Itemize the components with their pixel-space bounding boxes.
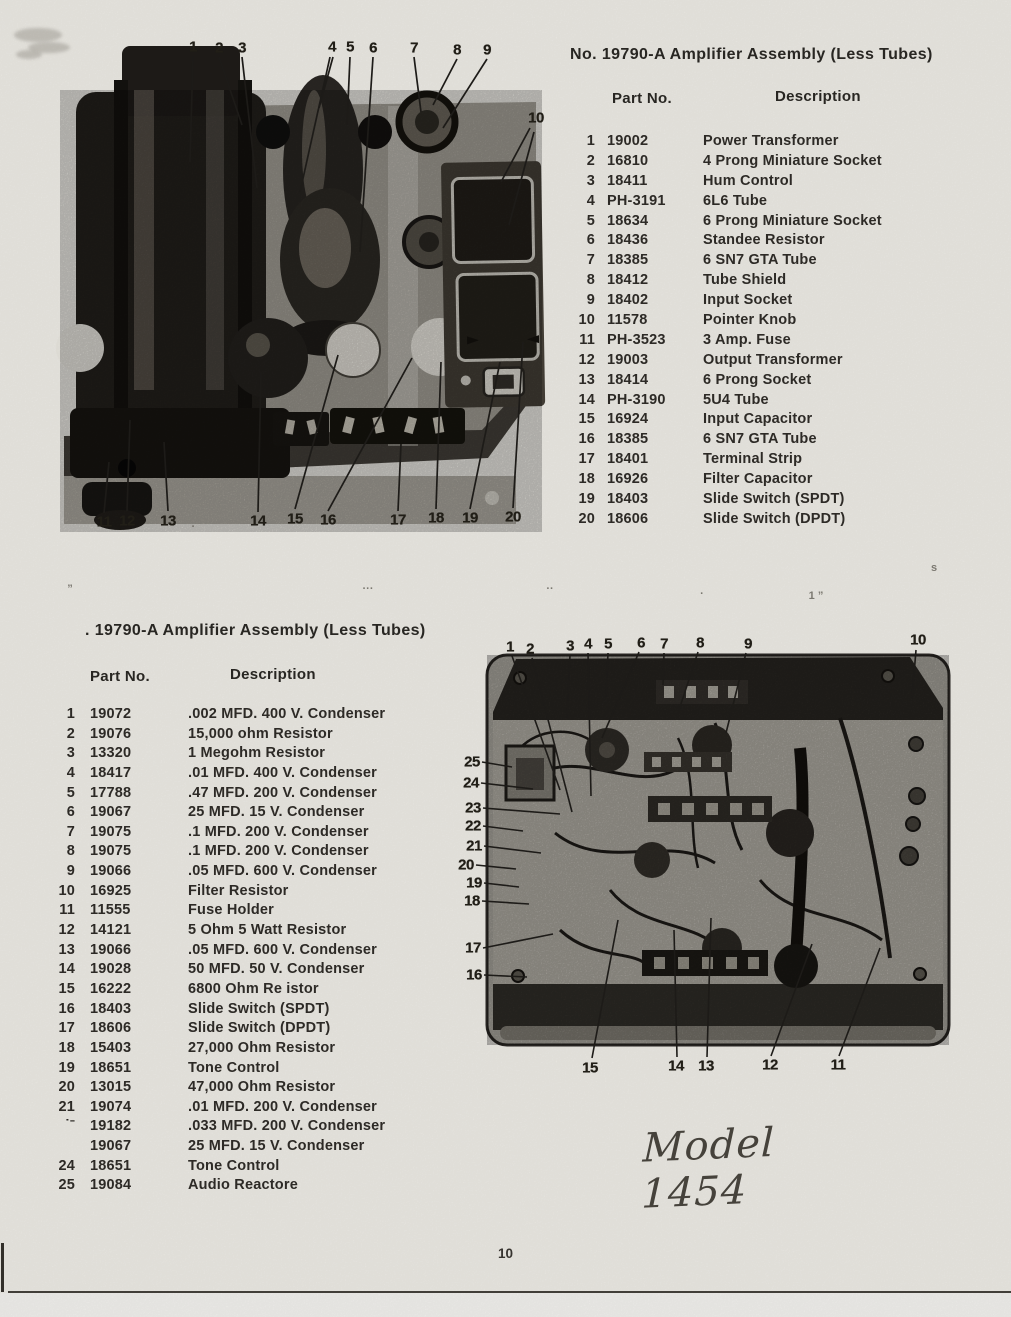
row-number: 7 [66,823,75,840]
table-row [570,332,1010,352]
table-row [40,902,480,922]
row-part-no: 18436 [607,232,649,249]
row-part-no: 11555 [90,902,131,919]
photo-callout-number: 3 [566,637,574,655]
column-header-part-no: Part No. [612,90,672,107]
table-row [570,372,1010,392]
row-description: 25 MFD. 15 V. Condenser [188,804,365,821]
photo-callout-number: 6 [637,634,645,652]
row-number: 6 [66,804,75,821]
row-part-no: 18606 [90,1020,132,1037]
row-number: 10 [578,312,595,329]
table-row [40,922,480,942]
row-description: 6 Prong Socket [703,371,812,388]
photo-callout-number: 10 [910,631,926,649]
row-description: 15,000 ohm Resistor [188,725,333,742]
photo-callout-number: 13 [698,1057,714,1075]
row-number: 2 [66,725,75,742]
row-description: Hum Control [703,172,793,189]
row-description: 47,000 Ohm Resistor [188,1079,336,1096]
row-number: 3 [66,745,75,762]
photo-callout-number: 8 [453,41,461,59]
row-description: .002 MFD. 400 V. Condenser [188,706,386,722]
row-description: Tone Control [188,1059,280,1076]
table-row [40,1099,480,1119]
row-part-no: 17788 [90,784,132,801]
table-row [570,292,1010,312]
row-number: 15 [578,411,595,428]
row-part-no: 19076 [90,725,132,742]
photo-callout-number: 19 [462,509,478,527]
parts-rows [40,706,480,1197]
photo-callout-number: 17 [390,511,406,529]
row-description: Filter Resistor [188,882,289,899]
photo-callout-number: 20 [505,508,521,526]
photo-callout-number: 4 [328,38,336,56]
row-description: 50 MFD. 50 V. Condenser [188,961,365,978]
photo-callout-number: 15 [582,1059,598,1077]
table-row [40,1158,480,1178]
row-description: .033 MFD. 200 V. Condenser [188,1118,386,1135]
row-part-no: 16222 [90,980,132,997]
photo-callout-number: 17 [465,939,481,957]
photo-callout-number: 7 [410,39,418,57]
table-row [40,1001,480,1021]
photo-callout-number: 24 [463,774,479,792]
table-row [570,173,1010,193]
row-part-no: 15403 [90,1039,132,1056]
row-number: 8 [66,843,75,860]
row-part-no: 18634 [607,212,649,229]
row-part-no: 19002 [607,133,649,149]
table-row [570,133,1010,153]
photo-callout-number: 14 [668,1057,684,1075]
photo-callout-number: 9 [483,41,491,59]
row-number: 1 [66,706,75,722]
photo-callout-number: 5 [346,38,354,56]
row-number: 6 [586,232,595,249]
photo-callout-number: 19 [466,874,482,892]
table-row [40,863,480,883]
photo-callout-number: 11 [96,513,112,531]
row-part-no: 18385 [607,252,649,269]
row-part-no: 19067 [90,804,132,821]
row-part-no: 19084 [90,1177,132,1194]
row-description: 4 Prong Miniature Socket [703,152,882,169]
table-row [570,411,1010,431]
row-description: 6 SN7 GTA Tube [703,431,817,448]
amplifier-top-view-illustration [30,20,565,555]
row-part-no: 19182 [90,1118,132,1135]
row-part-no: 16926 [607,471,649,488]
photo-callout-number: 7 [660,635,668,653]
photo-callout-number: 3 [238,39,246,57]
row-description: Power Transformer [703,133,839,149]
row-part-no: 16925 [90,882,132,899]
row-part-no: 18401 [607,451,649,468]
column-header-part-no: Part No. [90,668,150,685]
column-header-description: Description [775,88,861,105]
row-part-no: 18651 [90,1059,132,1076]
row-description: .01 MFD. 200 V. Condenser [188,1098,378,1115]
row-number: 13 [58,941,75,958]
row-number: 18 [58,1039,75,1056]
table-row [40,804,480,824]
row-number: 16 [58,1000,75,1017]
table-row [40,961,480,981]
row-part-no: 14121 [90,922,132,939]
row-description: Filter Capacitor [703,471,813,488]
row-part-no: 18403 [90,1000,132,1017]
table-row [570,213,1010,233]
table-row [570,491,1010,511]
parts-list-top [570,46,1010,536]
photo-callout-number: 23 [465,799,481,817]
row-part-no: PH-3523 [607,331,666,348]
row-part-no: 19075 [90,843,132,860]
table-row [570,232,1010,252]
row-number: 15 [58,980,75,997]
row-number: 24 [58,1157,75,1174]
row-number: 14 [58,961,75,978]
row-number: 8 [586,272,595,289]
row-description: Input Capacitor [703,411,813,428]
row-part-no: 19074 [90,1098,132,1115]
photo-callout-number: 21 [466,837,482,855]
row-part-no: 19003 [607,351,649,368]
row-description: 6 SN7 GTA Tube [703,252,817,269]
row-description: .05 MFD. 600 V. Condenser [188,941,378,958]
row-description: Audio Reactore [188,1177,298,1194]
table-row [570,431,1010,451]
row-number: 20 [578,510,595,527]
row-description: Output Transformer [703,351,843,368]
row-description: Slide Switch (DPDT) [703,510,846,527]
photo-amplifier-top-view [30,20,565,555]
table-row [40,745,480,765]
row-part-no: 16810 [607,152,649,169]
row-number: 7 [586,252,595,269]
row-part-no: 18403 [607,491,649,508]
scan-speck: s [930,562,938,574]
scan-speck: ” [67,583,73,595]
row-part-no: 19066 [90,863,132,880]
row-description: Terminal Strip [703,451,803,468]
table-row [570,153,1010,173]
row-description: 27,000 Ohm Resistor [188,1039,336,1056]
scan-speck: · [700,588,704,600]
table-row [40,1079,480,1099]
row-description: 3 Amp. Fuse [703,331,791,348]
photo-callout-number: 12 [762,1056,778,1074]
table-row [570,471,1010,491]
row-part-no: 18385 [607,431,649,448]
row-number: 11 [579,331,595,348]
table-row [40,1138,480,1158]
photo-callout-number: 4 [584,635,592,653]
bottom-scan-line [8,1291,1011,1293]
photo-callout-number: 1 [189,38,197,56]
row-number: 4 [586,192,595,209]
row-description: 25 MFD. 15 V. Condenser [188,1138,365,1155]
row-description: Tone Control [188,1157,280,1174]
row-number: 21 [58,1098,75,1115]
row-description: 5U4 Tube [703,391,769,408]
table-row [570,352,1010,372]
row-number: 3 [586,172,595,189]
row-part-no: 19075 [90,823,132,840]
page-number: 10 [497,1246,514,1261]
photo-callout-number: 25 [464,753,480,771]
table-row [570,451,1010,471]
row-description: Slide Switch (SPDT) [703,491,845,508]
row-number: 19 [58,1059,75,1076]
table-row [40,765,480,785]
photo-callout-number: 16 [466,966,482,984]
photo-callout-number: 11 [830,1056,846,1074]
row-part-no: 13015 [90,1079,132,1096]
row-number: 1 [586,133,595,149]
photo-amplifier-underside-view [460,628,965,1088]
table-row [40,1177,480,1197]
row-description: 6800 Ohm Re istor [188,980,319,997]
photo-callout-number: 2 [526,640,534,658]
row-number: 4 [66,764,75,781]
table-row [40,726,480,746]
table-row [570,272,1010,292]
row-description: Input Socket [703,292,793,309]
table-row [40,939,481,962]
parts-list-bottom [40,622,480,1202]
row-number: 16 [578,431,595,448]
row-number: 19 [578,491,595,508]
row-part-no: 18417 [90,764,132,781]
row-description: Slide Switch (DPDT) [188,1020,331,1037]
photo-callout-number: 9 [744,635,752,653]
table-row [40,1020,480,1040]
scan-bottom-strip [0,1293,1011,1317]
row-number: 5 [586,212,595,229]
row-number: 9 [586,292,595,309]
table-row [40,824,480,844]
column-header-description: Description [230,666,316,683]
photo-callout-number: 13 [160,512,176,530]
row-number: 12 [578,351,595,368]
row-number: 12 [58,922,75,939]
parts-rows [570,133,1010,531]
row-number: 10 [58,882,75,899]
photo-callout-number: 16 [320,511,336,529]
table-row [570,193,1010,213]
row-number: 5 [66,784,75,801]
scan-speck: ·· [546,583,554,595]
table-row [570,392,1010,412]
row-part-no: 16924 [607,411,649,428]
row-part-no: PH-3190 [607,391,666,408]
table-row [40,1118,480,1138]
photo-callout-number: 18 [428,509,444,527]
photo-callout-number: 20 [458,856,474,874]
photo-callout-number: 6 [369,39,377,57]
scan-speck: 1 ” [808,590,824,602]
row-part-no: 19028 [90,961,132,978]
row-number: 14 [578,391,595,408]
row-number: 9 [66,863,75,880]
photo-callout-number: 14 [250,512,266,530]
amplifier-underside-illustration [460,628,965,1088]
row-number: 17 [578,451,595,468]
row-number: 11 [59,902,75,919]
table-row [40,1040,480,1060]
row-part-no: 11578 [607,312,648,329]
table-row [570,252,1010,272]
row-description: Slide Switch (SPDT) [188,1000,330,1017]
row-description: .1 MFD. 200 V. Condenser [188,823,369,840]
parts-list-title: . 19790-A Amplifier Assembly (Less Tubes) [85,622,426,639]
row-number: 18 [578,471,595,488]
row-part-no: 19072 [90,706,132,722]
row-number: ˙ˉ [64,1118,75,1135]
table-row [570,312,1010,332]
table-row [40,1060,480,1080]
photo-callout-number: 2 [215,39,223,57]
row-part-no: 18411 [607,172,648,189]
scan-speck: ··· [362,583,374,595]
table-row [40,706,480,726]
row-description: 6 Prong Miniature Socket [703,212,882,229]
table-row [40,981,480,1001]
row-number: 2 [586,152,595,169]
row-description: Tube Shield [703,272,787,289]
photo-callout-number: 1 [506,638,514,656]
row-description: Pointer Knob [703,312,797,329]
row-part-no: 18412 [607,272,649,289]
table-row [40,785,480,805]
parts-list-title: No. 19790-A Amplifier Assembly (Less Tubes) [570,46,933,63]
photo-callout-number: 8 [696,634,704,652]
table-row [40,883,480,903]
row-description: .05 MFD. 600 V. Condenser [188,863,378,880]
scan-speck: . [191,518,195,530]
table-row [570,511,1010,531]
row-part-no: 18651 [90,1157,132,1174]
photo-callout-number: 18 [464,892,480,910]
photo-callout-number: 5 [604,635,612,653]
row-part-no: PH-3191 [607,192,666,209]
row-number: 13 [578,371,595,388]
row-description: .1 MFD. 200 V. Condenser [188,843,369,860]
row-number: 17 [58,1020,75,1037]
photo-callout-number: 15 [287,510,303,528]
row-part-no: 18402 [607,292,649,309]
table-row [40,843,480,863]
row-number: 25 [58,1177,75,1194]
row-part-no: 18606 [607,510,649,527]
handwritten-model-note: Model 1454 [640,1119,776,1218]
row-description: .47 MFD. 200 V. Condenser [188,784,378,801]
row-number: 20 [58,1079,75,1096]
row-description: Fuse Holder [188,902,274,919]
photo-callout-number: 22 [465,817,481,835]
row-description: 6L6 Tube [703,192,768,209]
row-description: 1 Megohm Resistor [188,745,326,762]
row-description: .01 MFD. 400 V. Condenser [188,764,378,781]
row-part-no: 13320 [90,745,132,762]
row-part-no: 19066 [90,941,132,958]
scan-edge-mark [1,1243,4,1292]
photo-callout-number: 12 [119,512,135,530]
row-part-no: 19067 [90,1138,132,1155]
photo-callout-number: 10 [528,109,544,127]
row-description: Standee Resistor [703,232,825,249]
row-part-no: 18414 [607,371,649,388]
row-description: 5 Ohm 5 Watt Resistor [188,922,347,939]
